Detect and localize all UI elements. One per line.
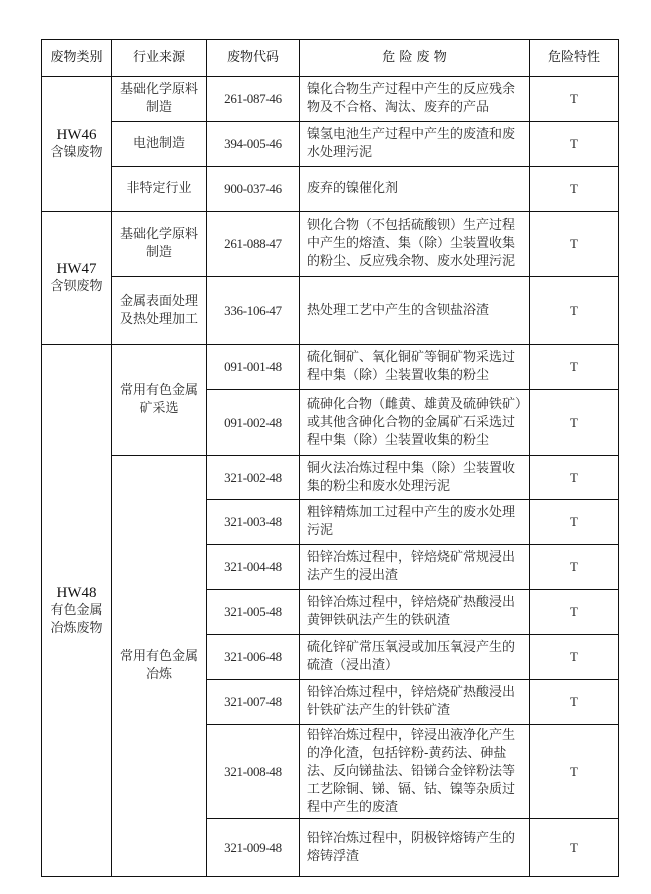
- hazard-cell: T: [530, 167, 619, 212]
- waste-code-cell: 091-002-48: [207, 390, 300, 456]
- category-name: 有色金属冶炼废物: [50, 602, 103, 636]
- category-cell-hw48: [42, 345, 112, 877]
- waste-code-cell: 394-005-46: [207, 122, 300, 167]
- waste-code-cell: 321-002-48: [207, 456, 300, 500]
- category-code: HW48: [56, 584, 97, 601]
- waste-code-cell: 900-037-46: [207, 167, 300, 212]
- description-cell: 铅锌冶炼过程中，锌焙烧矿常规浸出法产生的浸出渣: [300, 545, 530, 590]
- description-cell: 铜火法冶炼过程中集（除）尘装置收集的粉尘和废水处理污泥: [300, 456, 530, 500]
- hazard-cell: T: [530, 277, 619, 345]
- category-cell-hw47: [42, 212, 112, 345]
- table-header-row: [42, 40, 619, 77]
- source-cell: 金属表面处理及热处理加工: [112, 277, 207, 345]
- source-cell: 常用有色金属冶炼: [112, 456, 207, 877]
- table-row: [42, 456, 619, 500]
- table-row: [42, 167, 619, 212]
- header-code: 废物代码: [207, 40, 300, 77]
- hazard-cell: T: [530, 819, 619, 877]
- source-cell: 非特定行业: [112, 167, 207, 212]
- hazard-cell: T: [530, 345, 619, 390]
- description-cell: 铅锌冶炼过程中，锌焙烧矿热酸浸出黄钾铁矾法产生的铁矾渣: [300, 590, 530, 635]
- description-cell: 钡化合物（不包括硫酸钡）生产过程中产生的熔渣、集（除）尘装置收集的粉尘、反应残余物、废水处理污泥: [300, 212, 530, 277]
- hazard-cell: T: [530, 590, 619, 635]
- hazard-cell: T: [530, 635, 619, 680]
- category-name: 含镍废物: [50, 145, 103, 160]
- hazard-cell: T: [530, 122, 619, 167]
- header-hazard-property: 危险特性: [530, 40, 619, 77]
- waste-code-cell: 321-004-48: [207, 545, 300, 590]
- description-cell: 粗锌精炼加工过程中产生的废水处理污泥: [300, 500, 530, 545]
- description-cell: 铅锌冶炼过程中，锌浸出液净化产生的净化渣，包括锌粉-黄药法、砷盐法、反向锑盐法、铅锑合金锌粉法等工艺除铜、锑、镉、钴、镍等杂质过程中产生的废渣: [300, 725, 530, 819]
- table-row: [42, 212, 619, 277]
- category-name: 含钡废物: [50, 279, 103, 294]
- header-category: 废物类别: [42, 40, 112, 77]
- waste-code-cell: 321-006-48: [207, 635, 300, 680]
- waste-code-cell: 091-001-48: [207, 345, 300, 390]
- source-cell: 常用有色金属矿采选: [112, 345, 207, 456]
- description-cell: 硫化锌矿常压氧浸或加压氧浸产生的硫渣（浸出渣）: [300, 635, 530, 680]
- category-cell-hw46: [42, 77, 112, 212]
- hazard-cell: T: [530, 212, 619, 277]
- description-cell: 热处理工艺中产生的含钡盐浴渣: [300, 277, 530, 345]
- waste-code-cell: 321-005-48: [207, 590, 300, 635]
- description-cell: 硫化铜矿、氧化铜矿等铜矿物采选过程中集（除）尘装置收集的粉尘: [300, 345, 530, 390]
- description-cell: 铅锌冶炼过程中，锌焙烧矿热酸浸出针铁矿法产生的针铁矿渣: [300, 680, 530, 725]
- source-cell: 基础化学原料制造: [112, 212, 207, 277]
- waste-code-cell: 321-007-48: [207, 680, 300, 725]
- hazard-cell: T: [530, 545, 619, 590]
- table-row: [42, 77, 619, 122]
- description-cell: 硫砷化合物（雌黄、雄黄及硫砷铁矿）或其他含砷化合物的金属矿石采选过程中集（除）尘装置收集的粉尘: [300, 390, 530, 456]
- waste-code-cell: 321-003-48: [207, 500, 300, 545]
- waste-code-cell: 321-009-48: [207, 819, 300, 877]
- description-cell: 废弃的镍催化剂: [300, 167, 530, 212]
- description-cell: 铅锌冶炼过程中，阴极锌熔铸产生的熔铸浮渣: [300, 819, 530, 877]
- table-row: [42, 122, 619, 167]
- hazard-cell: T: [530, 725, 619, 819]
- header-hazardous-waste: 危 险 废 物: [300, 40, 530, 77]
- description-cell: 镍氢电池生产过程中产生的废渣和废水处理污泥: [300, 122, 530, 167]
- category-code: HW47: [56, 261, 97, 277]
- table-row: [42, 345, 619, 390]
- hazard-cell: T: [530, 390, 619, 456]
- hazard-cell: T: [530, 456, 619, 500]
- description-cell: 镍化合物生产过程中产生的反应残余物及不合格、淘汰、废弃的产品: [300, 77, 530, 122]
- source-cell: 基础化学原料制造: [112, 77, 207, 122]
- table-row: [42, 277, 619, 345]
- source-cell: 电池制造: [112, 122, 207, 167]
- header-source: 行业来源: [112, 40, 207, 77]
- waste-code-cell: 321-008-48: [207, 725, 300, 819]
- hazard-cell: T: [530, 500, 619, 545]
- hazardous-waste-table: [41, 39, 619, 877]
- waste-code-cell: 261-088-47: [207, 212, 300, 277]
- waste-code-cell: 336-106-47: [207, 277, 300, 345]
- hazard-cell: T: [530, 77, 619, 122]
- hazard-cell: T: [530, 680, 619, 725]
- category-code: HW46: [56, 127, 97, 143]
- waste-code-cell: 261-087-46: [207, 77, 300, 122]
